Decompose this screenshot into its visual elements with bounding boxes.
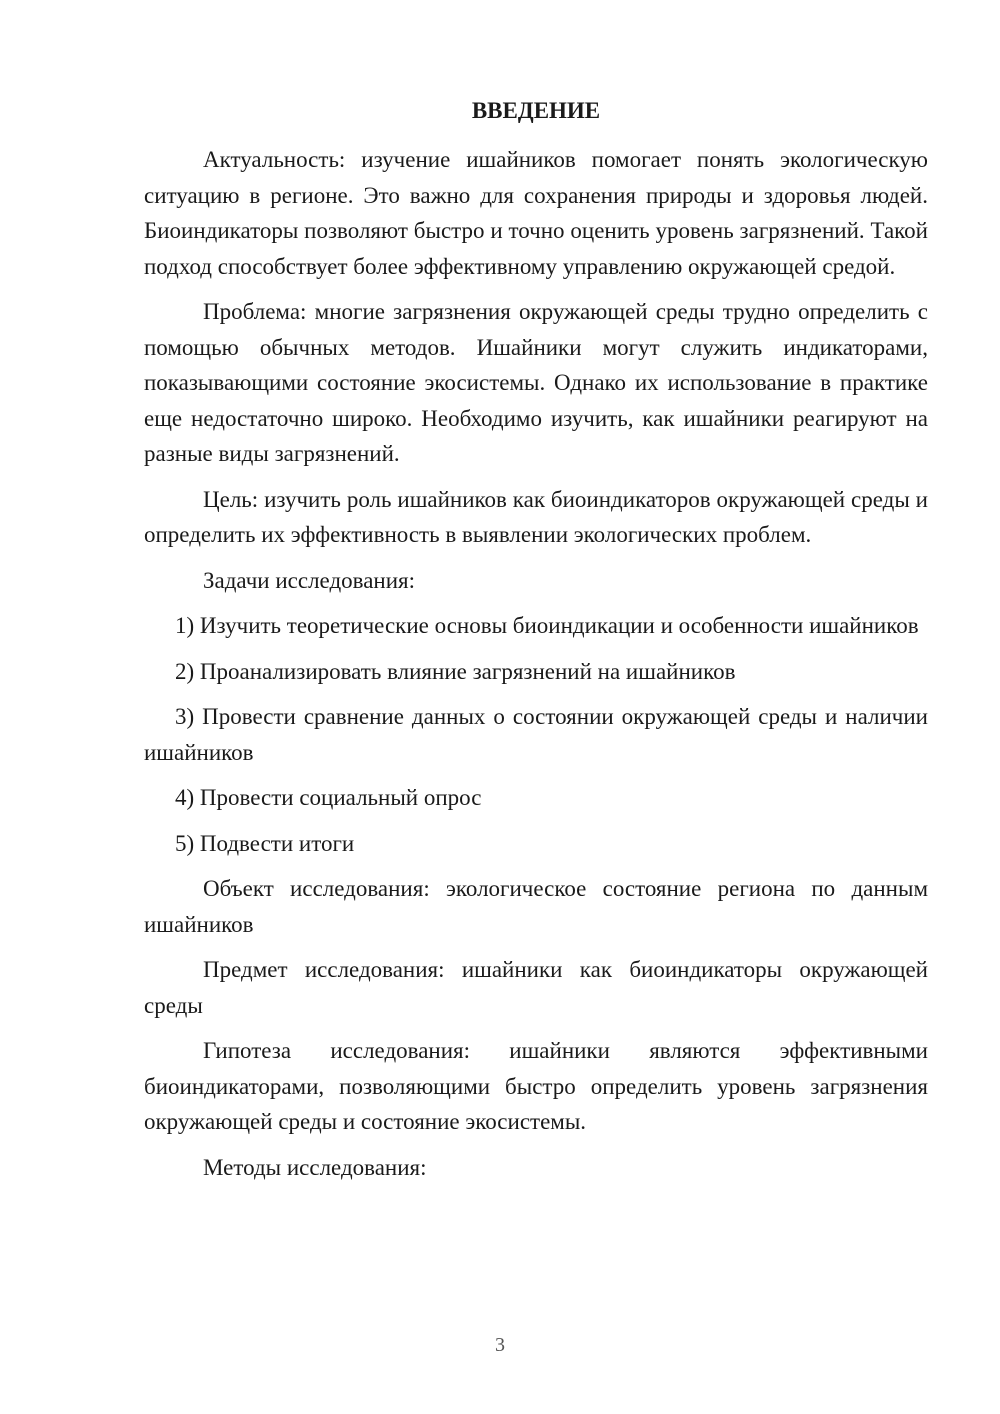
document-body bbox=[144, 142, 928, 1195]
paragraph-goal: Цель: изучить роль ишайников как биоиндикаторов окружающей среды и определить их эффективность в выявлении экологических проблем. bbox=[144, 486, 928, 547]
paragraph-problem: Проблема: многие загрязнения окружающей среды трудно определить с помощью обычных методов. Ишайники могут служить индикаторами, показывающими состояние экосистемы. Однако их использование в практике еще недостаточно широко. Необходимо изучить, как ишайники реагируют на разные виды загрязнений. bbox=[144, 299, 928, 466]
paragraph-hypothesis: Гипотеза исследования: ишайники являются эффективными биоиндикаторами, позволяющими быстро определить уровень загрязнения окружающей среды и состояние экосистемы. bbox=[144, 1038, 928, 1134]
task-item-2: 2) Проанализировать влияние загрязнений на ишайников bbox=[175, 658, 736, 684]
paragraph-subject: Предмет исследования: ишайники как биоиндикаторы окружающей среды bbox=[144, 957, 928, 1018]
paragraph-relevance: Актуальность: изучение ишайников помогает понять экологическую ситуацию в регионе. Это важно для сохранения природы и здоровья людей. Биоиндикаторы позволяют быстро и точно оценить уровень загрязнений. Такой подход способствует более эффективному управлению окружающей средой. bbox=[144, 147, 928, 279]
task-item-1: 1) Изучить теоретические основы биоиндикации и особенности ишайников bbox=[175, 613, 919, 638]
page-title: ВВЕДЕНИЕ bbox=[471, 98, 601, 123]
page-number: 3 bbox=[495, 1334, 505, 1356]
task-item-4: 4) Провести социальный опрос bbox=[175, 785, 482, 810]
paragraph-methods: Методы исследования: bbox=[203, 1154, 427, 1180]
task-item-5: 5) Подвести итоги bbox=[175, 830, 355, 856]
paragraph-object: Объект исследования: экологическое состояние региона по данным ишайников bbox=[144, 876, 928, 937]
paragraph-tasks-heading: Задачи исследования: bbox=[203, 567, 416, 593]
task-item-3: 3) Провести сравнение данных о состоянии окружающей среды и наличии ишайников bbox=[144, 704, 928, 765]
